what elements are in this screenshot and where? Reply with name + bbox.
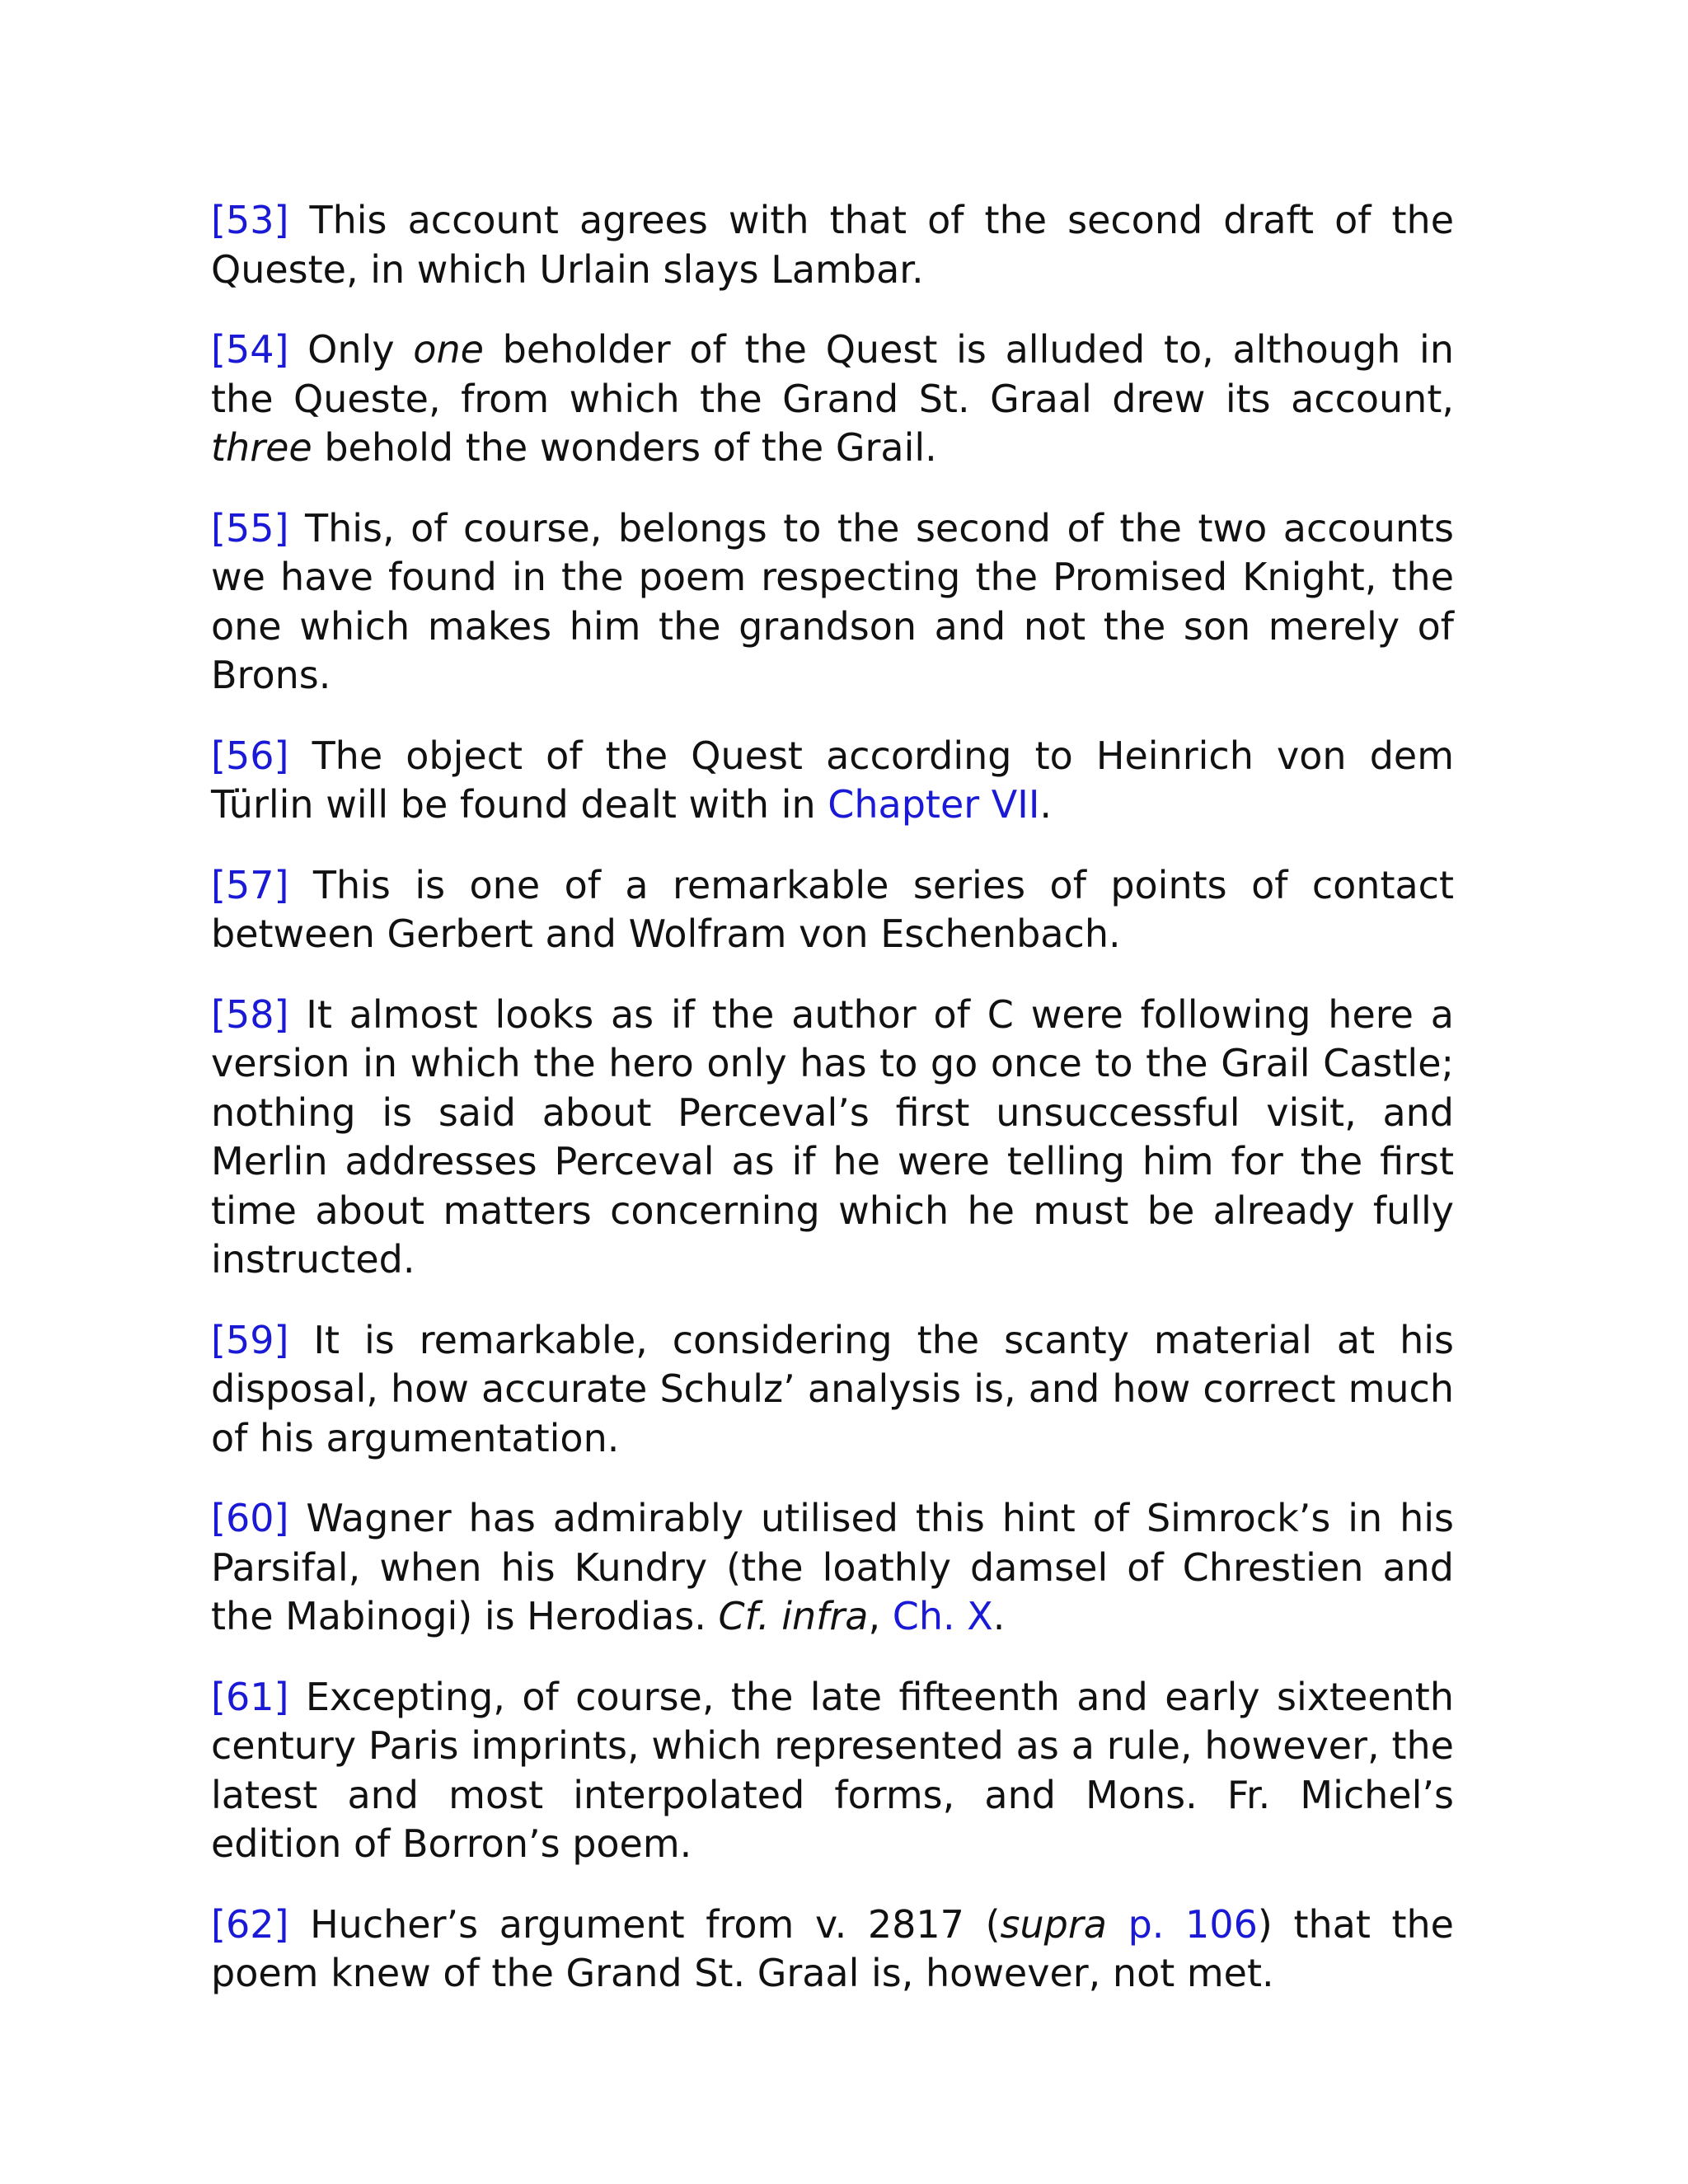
footnote-59	[211, 1316, 1454, 1464]
footnote-text: .	[992, 1594, 1006, 1638]
footnote-ref-57[interactable]: [57]	[211, 862, 289, 907]
footnote-text: Only	[288, 327, 414, 372]
footnote-54	[211, 326, 1454, 473]
footnote-60	[211, 1494, 1454, 1642]
footnote-57	[211, 861, 1454, 959]
footnote-text: ) that the poem knew of the Grand St. Graal is, however, not met.	[211, 1901, 1454, 1995]
footnote-ref-54[interactable]: [54]	[211, 327, 289, 372]
footnote-text: ,	[868, 1594, 893, 1638]
footnote-ref-60[interactable]: [60]	[211, 1496, 289, 1540]
footnotes-page	[211, 196, 1454, 2030]
footnote-55	[211, 504, 1454, 701]
chapter-vii-link[interactable]: Chapter VII	[828, 782, 1040, 827]
footnote-61	[211, 1673, 1454, 1869]
footnote-56	[211, 732, 1454, 830]
footnote-text: It is remarkable, considering the scanty material at his disposal, how accurate Schulz’ analysis is, and how correct much of his argumentation.	[211, 1317, 1454, 1460]
italic-emphasis: Cf. infra	[718, 1594, 869, 1638]
footnote-text: This is one of a remarkable series of points of contact between Gerbert and Wolfram von Eschenbach.	[211, 862, 1454, 956]
footnote-ref-58[interactable]: [58]	[211, 991, 289, 1037]
footnote-ref-55[interactable]: [55]	[211, 505, 289, 551]
footnote-text: Excepting, of course, the late fifteenth and early sixteenth century Paris imprints, which represented as a rule, however, the latest and most interpolated forms, and Mons. Fr. Michel’s edition of Borron’s poem.	[211, 1674, 1454, 1866]
italic-emphasis: one	[413, 327, 484, 372]
footnote-text: This account agrees with that of the second draft of the Queste, in which Urlain slays Lambar.	[211, 198, 1454, 292]
footnote-text: behold the wonders of the Grail.	[312, 425, 937, 470]
page-106-link[interactable]: p. 106	[1128, 1901, 1258, 1947]
footnote-text: The object of the Quest according to Heinrich von dem Türlin will be found dealt with in	[211, 733, 1454, 827]
footnote-53	[211, 196, 1454, 294]
footnote-ref-56[interactable]: [56]	[211, 733, 289, 778]
footnote-ref-53[interactable]: [53]	[211, 198, 289, 242]
footnote-text	[1107, 1902, 1128, 1947]
footnote-58	[211, 991, 1454, 1285]
footnote-text: It almost looks as if the author of C were following here a version in which the hero only has to go once to the Grail Castle; nothing is said about Perceval’s first unsuccessful visit, and Merlin addresses Perceval as if he were telling him for the first time about matters concerning which he must be already fully instructed.	[211, 991, 1454, 1282]
chapter-x-link[interactable]: Ch. X	[892, 1594, 993, 1638]
footnote-text: Wagner has admirably utilised this hint of Simrock’s in his Parsifal, when his Kundry (the loathly damsel of Chrestien and the Mabinogi) is Herodias.	[211, 1496, 1454, 1638]
footnote-ref-61[interactable]: [61]	[211, 1674, 289, 1719]
footnote-text: This, of course, belongs to the second of the two accounts we have found in the poem respecting the Promised Knight, the one which makes him the grandson and not the son merely of Brons.	[211, 505, 1454, 697]
footnote-text: beholder of the Quest is alluded to, although in the Queste, from which the Grand St. Graal drew its account,	[211, 327, 1454, 421]
footnote-ref-62[interactable]: [62]	[211, 1901, 289, 1947]
footnote-text: .	[1039, 782, 1053, 827]
footnote-text: Hucher’s argument from v. 2817 (	[288, 1901, 1001, 1947]
italic-emphasis: three	[211, 425, 312, 470]
footnote-62	[211, 1900, 1454, 1999]
footnote-ref-59[interactable]: [59]	[211, 1317, 289, 1362]
italic-emphasis: supra	[1000, 1901, 1107, 1947]
